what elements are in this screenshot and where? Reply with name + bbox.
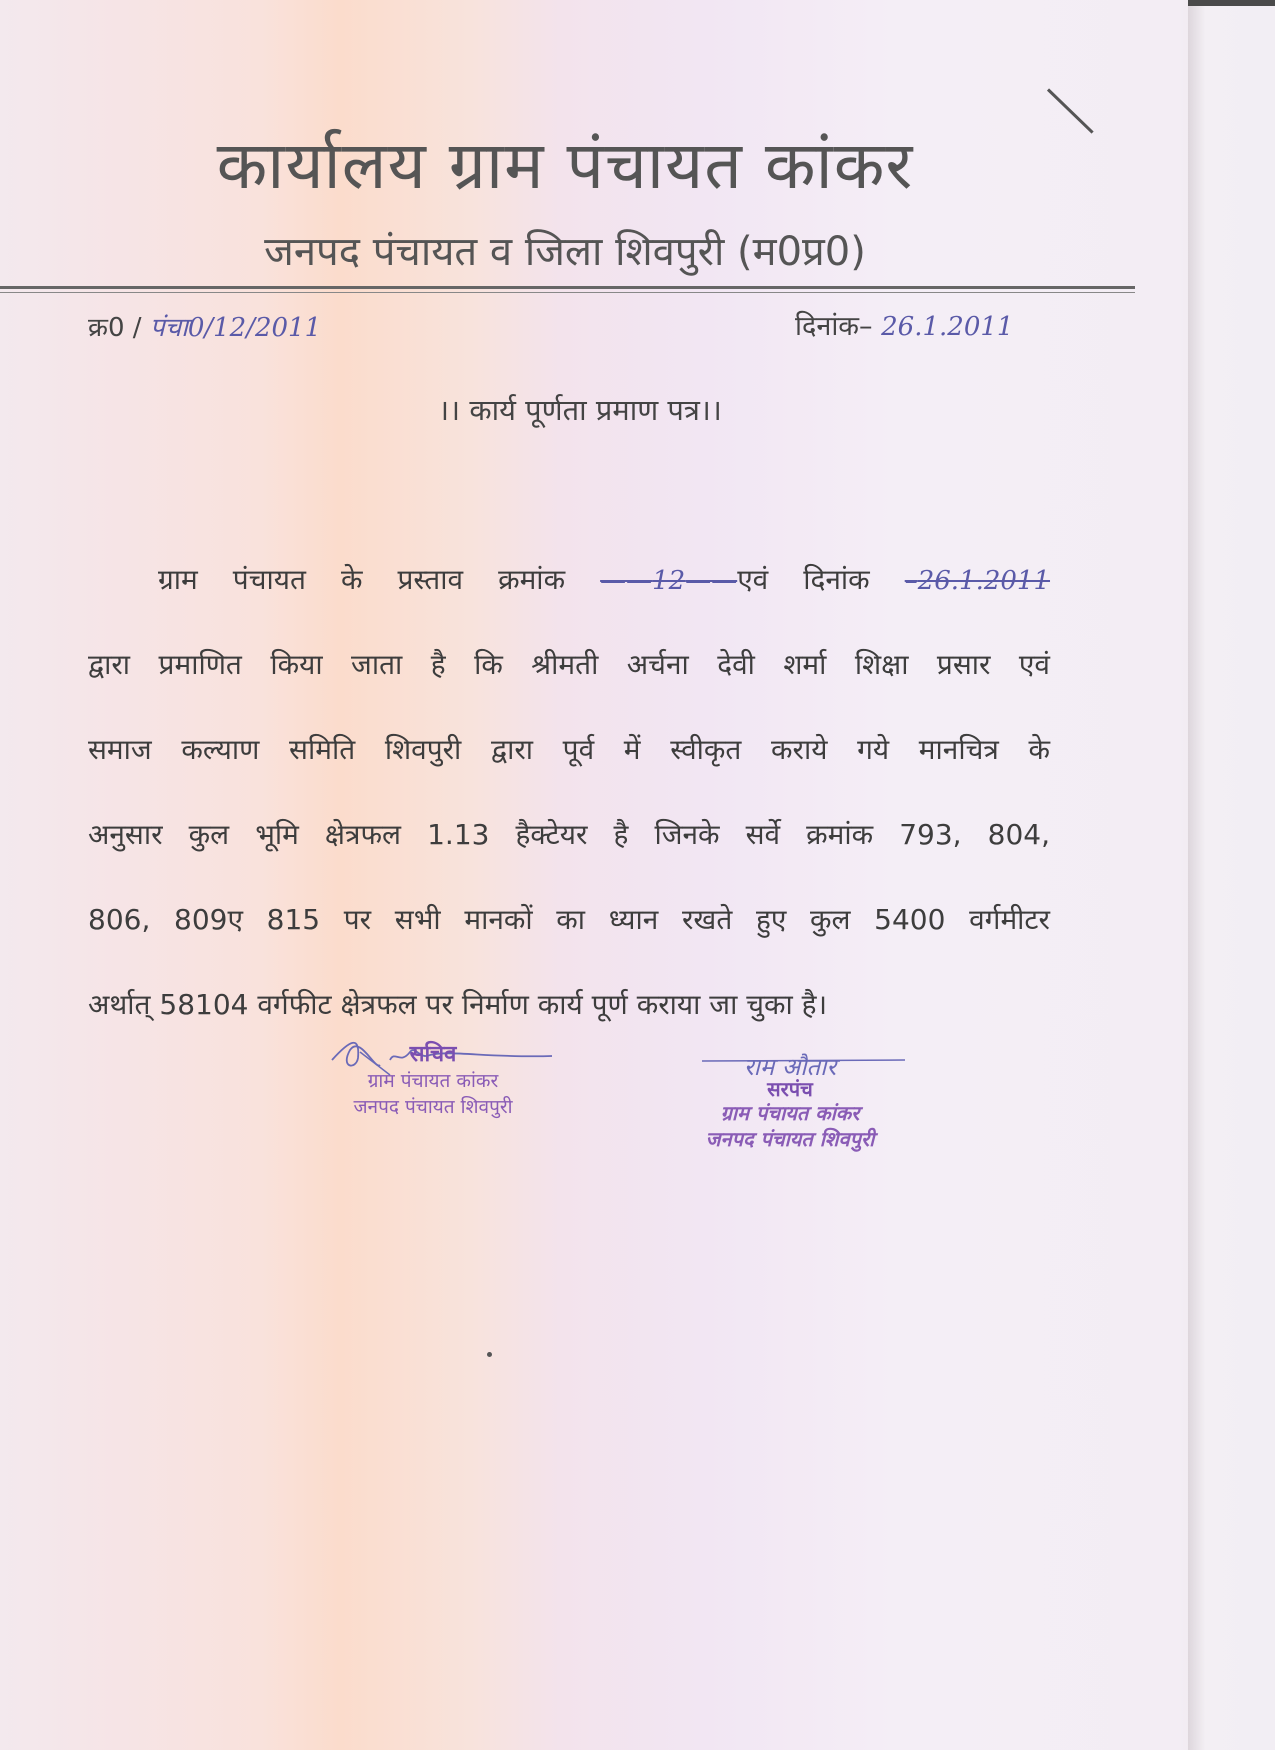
date-label: दिनांक–: [795, 311, 873, 342]
reference-label: क्र0 /: [88, 313, 142, 343]
secretary-role: सचिव: [409, 1042, 457, 1067]
date-line: [795, 306, 1013, 343]
certificate-body: [88, 558, 1050, 1068]
certificate-title: ।। कार्य पूर्णता प्रमाण पत्र।।: [438, 393, 722, 427]
body-line-2: द्वारा प्रमाणित किया जाता है कि श्रीमती अर्चना देवी शर्मा शिक्षा प्रसार एवं: [88, 648, 1050, 681]
reference-number: [88, 308, 321, 344]
body-line-1-mid: एवं दिनांक: [737, 563, 870, 596]
sarpanch-stamp: [660, 1050, 920, 1152]
header-rule-thin: [0, 292, 1135, 293]
secretary-stamp-line-1: ग्राम पंचायत कांकर: [367, 1070, 499, 1092]
page-edge-shadow: [1188, 0, 1275, 6]
body-line-1-prefix: ग्राम पंचायत के प्रस्ताव क्रमांक: [158, 563, 566, 596]
body-line-1: [88, 558, 1050, 643]
office-subtitle: जनपद पंचायत व जिला शिवपुरी (म0प्र0): [264, 229, 866, 275]
sarpanch-stamp-line-1: ग्राम पंचायत कांकर: [720, 1101, 860, 1125]
ink-speck: [487, 1352, 492, 1357]
sarpanch-handwritten-name: राम औतार: [743, 1053, 837, 1081]
reference-value: पंचा0/12/2011: [149, 313, 322, 343]
resolution-number: ——12——: [600, 566, 738, 596]
header-rule: [0, 286, 1135, 289]
body-line-4: अनुसार कुल भूमि क्षेत्रफल 1.13 हैक्टेयर है जिनके सर्वे क्रमांक 793, 804,: [88, 818, 1050, 851]
sarpanch-role: सरपंच: [767, 1077, 813, 1101]
office-title: कार्यालय ग्राम पंचायत कांकर: [216, 127, 914, 204]
secretary-stamp-line-2: जनपद पंचायत शिवपुरी: [353, 1096, 513, 1118]
body-line-5: 806, 809ए 815 पर सभी मानकों का ध्यान रखते हुए कुल 5400 वर्गमीटर: [88, 903, 1050, 936]
body-line-3: समाज कल्याण समिति शिवपुरी द्वारा पूर्व में स्वीकृत कराये गये मानचित्र के: [88, 733, 1050, 766]
body-line-6: अर्थात् 58104 वर्गफीट क्षेत्रफल पर निर्माण कार्य पूर्ण कराया जा चुका है।: [88, 988, 828, 1021]
secretary-stamp: [318, 1038, 548, 1120]
date-value: 26.1.2011: [881, 312, 1014, 342]
resolution-date: –26.1.2011: [904, 566, 1051, 596]
page-edge: [1188, 0, 1275, 1750]
sarpanch-stamp-line-2: जनपद पंचायत शिवपुरी: [705, 1127, 875, 1151]
